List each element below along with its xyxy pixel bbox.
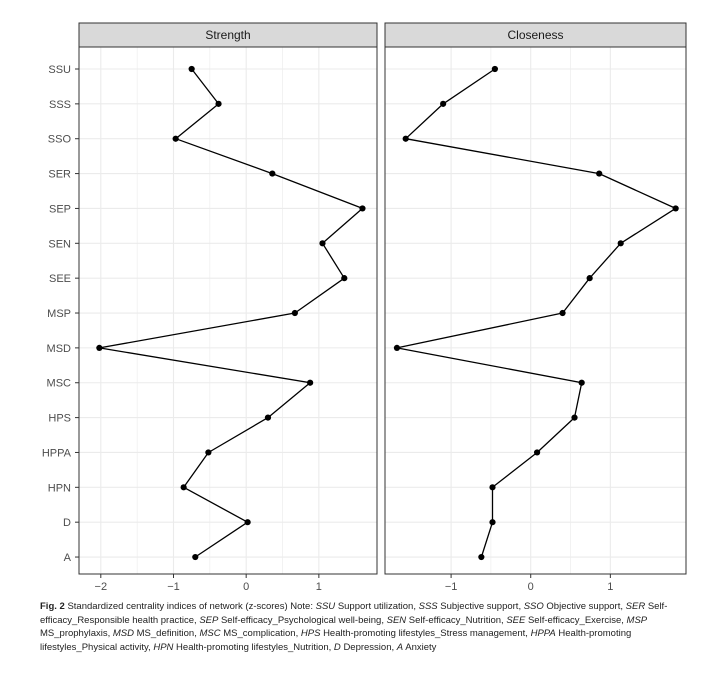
panels-layer — [79, 23, 686, 593]
data-point — [618, 240, 624, 246]
data-point — [173, 136, 179, 142]
y-tick-label: SEP — [48, 203, 71, 216]
caption-desc: MS_definition, — [136, 628, 197, 639]
data-point — [192, 554, 198, 560]
data-point — [96, 345, 102, 351]
data-point — [489, 484, 495, 490]
x-tick-label: −2 — [94, 581, 108, 593]
data-point — [245, 519, 251, 525]
caption-abbr: MSD — [112, 628, 134, 639]
caption-desc: Health-promoting lifestyles_Nutrition, — [176, 641, 332, 653]
figure-caption — [40, 600, 700, 654]
caption-abbr: MSC — [199, 628, 221, 639]
caption-desc: Anxiety — [405, 641, 437, 653]
data-point — [394, 345, 400, 351]
strip-title: Closeness — [507, 28, 564, 42]
x-tick-label: −1 — [167, 581, 180, 593]
y-tick-label: SSS — [48, 98, 71, 111]
y-tick-label: MSC — [46, 377, 71, 390]
data-point — [181, 484, 187, 490]
data-point — [215, 101, 221, 107]
panel-closeness — [385, 23, 686, 593]
x-tick-label: 1 — [315, 581, 322, 593]
y-tick-label: A — [63, 552, 71, 565]
data-point — [319, 240, 325, 246]
caption-desc: Depression, — [343, 641, 395, 653]
y-tick-label: HPS — [48, 412, 71, 425]
caption-abbr: SSS — [418, 601, 438, 612]
caption-desc: Self-efficacy_Exercise, — [527, 614, 624, 626]
y-tick-label: MSD — [46, 342, 71, 355]
data-point — [265, 415, 271, 421]
data-point — [440, 101, 446, 107]
data-point — [359, 205, 365, 211]
data-point — [341, 275, 347, 281]
data-point — [189, 66, 195, 72]
data-point — [292, 310, 298, 316]
caption-desc: Support utilization, — [337, 601, 416, 612]
y-tick-label: SER — [48, 168, 71, 181]
caption-desc: Objective support, — [546, 601, 623, 612]
caption-desc: Subjective support, — [440, 601, 522, 612]
data-point — [534, 449, 540, 455]
caption-abbr: SEP — [199, 614, 219, 626]
data-point — [587, 275, 593, 281]
x-tick-label: 1 — [607, 581, 614, 593]
caption-intro: Standardized centrality indices of network (z-scores) Note: — [67, 601, 313, 612]
data-point — [307, 380, 313, 386]
caption-abbr: SEE — [506, 614, 526, 626]
caption-desc: MS_prophylaxis, — [40, 628, 111, 639]
y-axis-labels — [42, 64, 79, 564]
caption-abbr: MSP — [626, 614, 648, 626]
y-tick-label: SSO — [47, 133, 71, 146]
caption-desc: Self-efficacy_Responsible health practice, — [40, 601, 668, 626]
y-tick-label: D — [63, 517, 71, 530]
caption-desc: Health-promoting lifestyles_Stress management, — [323, 628, 528, 639]
strip-title: Strength — [205, 28, 251, 42]
y-tick-label: MSP — [47, 308, 71, 321]
caption-desc: Health-promoting lifestyles_Physical activity, — [40, 628, 632, 653]
caption-abbr: SSO — [523, 601, 544, 612]
data-point — [489, 519, 495, 525]
y-tick-label: HPN — [47, 482, 71, 495]
data-point — [478, 554, 484, 560]
caption-abbr: HPN — [153, 641, 174, 653]
data-point — [205, 449, 211, 455]
panel-strength — [79, 23, 377, 593]
x-tick-label: 0 — [527, 581, 534, 593]
data-point — [673, 205, 679, 211]
caption-desc: Self-efficacy_Psychological well-being, — [220, 614, 384, 626]
y-tick-label: SEE — [48, 273, 71, 286]
plot-background — [385, 47, 686, 574]
caption-abbr: SEN — [386, 614, 407, 626]
caption-abbr: A — [396, 641, 404, 653]
data-point — [269, 170, 275, 176]
caption-abbr: SER — [625, 601, 646, 612]
data-point — [571, 415, 577, 421]
caption-desc: MS_complication, — [223, 628, 299, 639]
caption-abbr: D — [333, 641, 341, 653]
x-tick-label: −1 — [444, 581, 458, 593]
caption-abbr: HPS — [300, 628, 321, 639]
caption-abbr: SSU — [315, 601, 336, 612]
caption-abbr: HPPA — [530, 628, 556, 639]
data-point — [559, 310, 565, 316]
y-tick-label: HPPA — [41, 447, 71, 460]
caption-desc: Self-efficacy_Nutrition, — [408, 614, 504, 626]
y-tick-label: SEN — [48, 238, 71, 251]
data-point — [492, 66, 498, 72]
x-tick-label: 0 — [243, 581, 250, 593]
data-point — [596, 170, 602, 176]
caption-label: Fig. 2 — [40, 601, 65, 612]
data-point — [579, 380, 585, 386]
data-point — [403, 136, 409, 142]
y-tick-label: SSU — [48, 64, 71, 76]
plot-background — [79, 47, 377, 574]
